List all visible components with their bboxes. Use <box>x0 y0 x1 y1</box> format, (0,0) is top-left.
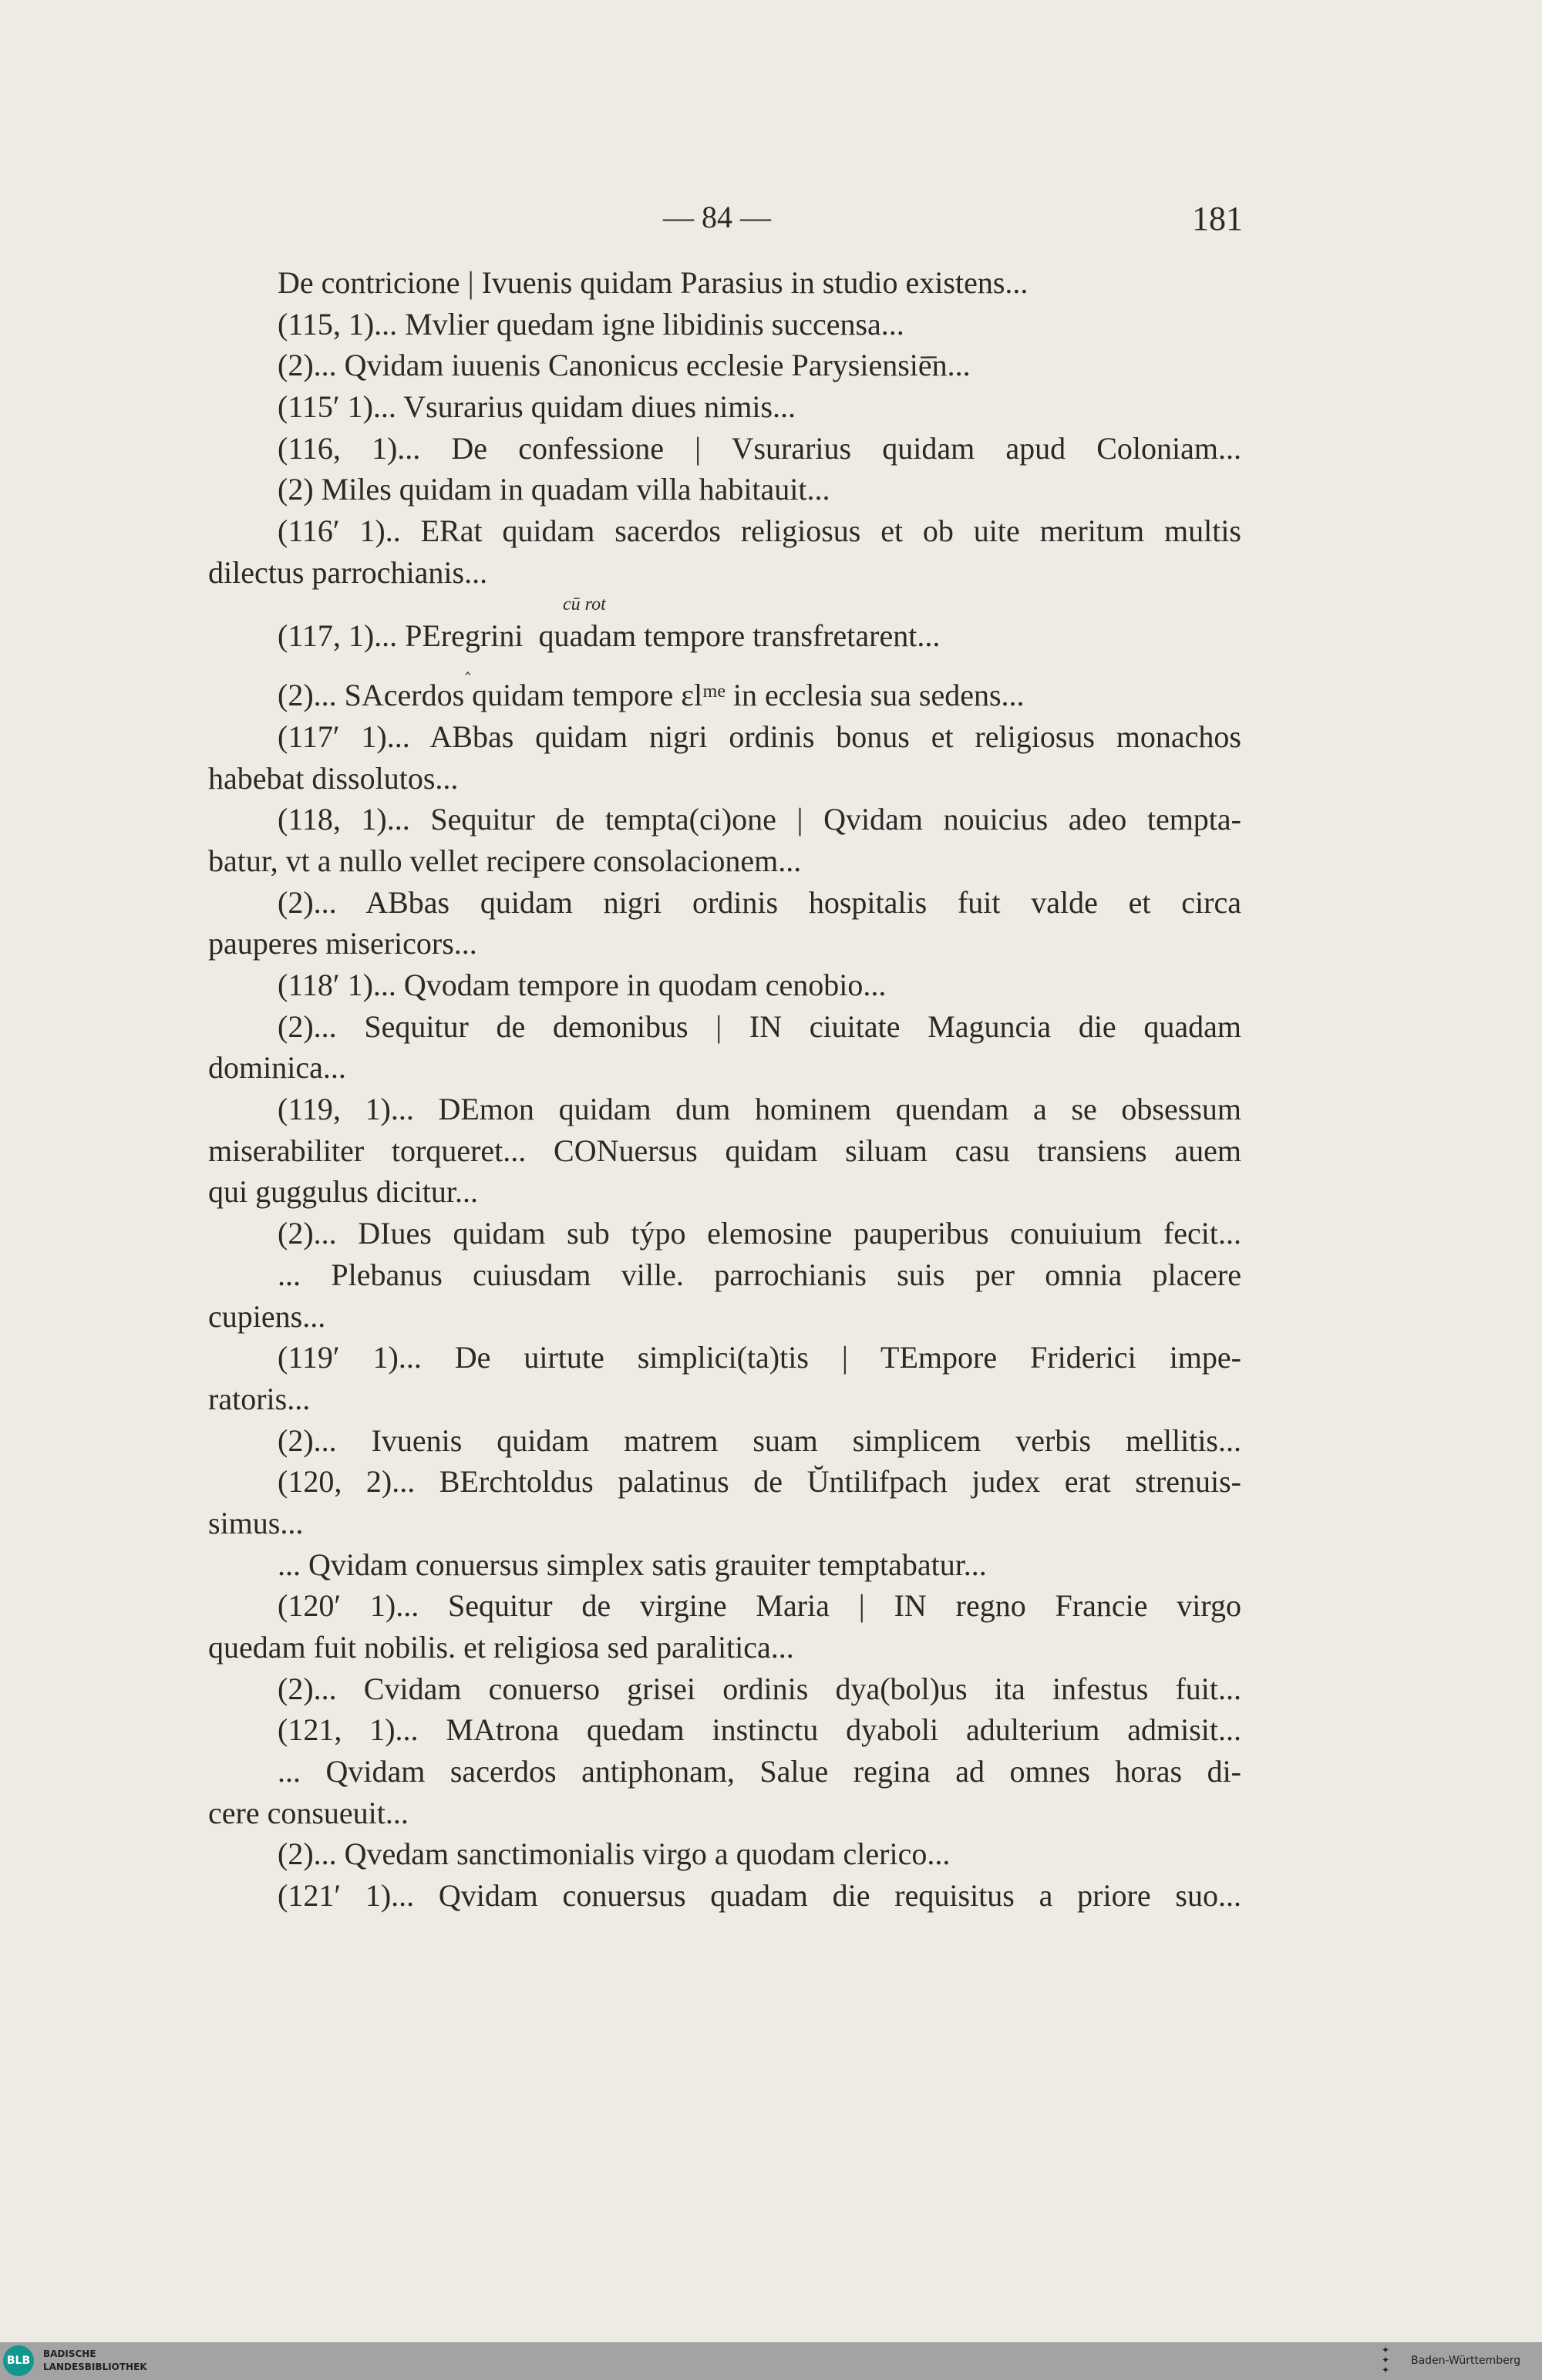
text-line: (121, 1)... MAtrona quedam instinctu dyaboli adulterium admisit... <box>278 1712 1241 1748</box>
text-line: (2)... DIues quidam sub týpo elemosine pauperibus conuiuium fecit... <box>278 1216 1241 1251</box>
text-line: simus... <box>208 1505 304 1540</box>
text-line: cupiens... <box>208 1298 326 1334</box>
text-line: (120, 2)... BErchtoldus palatinus de Ŭntilifpach judex erat strenuis- <box>278 1464 1241 1500</box>
text-line: dominica... <box>208 1050 346 1086</box>
baden-wuerttemberg-lions-icon: ✦ ✦ ✦ <box>1382 2345 1390 2375</box>
text-line: De contricione | Ivuenis quidam Parasius in studio existens... <box>278 265 1029 300</box>
text-line: (115, 1)... Mvlier quedam igne libidinis succensa... <box>278 306 904 342</box>
text-line: habebat dissolutos... <box>208 760 459 796</box>
footer-bar <box>0 2342 1542 2380</box>
text-line: ... Plebanus cuiusdam ville. parrochianis suis per omnia placere <box>278 1257 1241 1292</box>
text-line: (118′ 1)... Qvodam tempore in quodam cenobio... <box>278 968 887 1002</box>
text-line: (2) Miles quidam in quadam villa habitauit... <box>278 472 830 507</box>
text-line: (117′ 1)... ABbas quidam nigri ordinis bonus et religiosus monachos <box>278 719 1241 754</box>
blb-logo-icon: BLB <box>3 2345 34 2376</box>
text-line: (118, 1)... Sequitur de tempta(ci)one | Qvidam nouicius adeo tempta- <box>278 802 1241 837</box>
page-number-right: 181 <box>1192 200 1243 237</box>
text-line: pauperes misericors... <box>208 926 477 961</box>
text-line: (121′ 1)... Qvidam conuersus quadam die requisitus a priore suo... <box>278 1878 1241 1914</box>
text-line: (2)... Cvidam conuerso grisei ordinis dya(bol)us ita infestus fuit... <box>278 1671 1241 1706</box>
library-name <box>43 2348 147 2374</box>
text-line: cere consueuit... <box>208 1795 409 1830</box>
text-line: (116′ 1).. ERat quidam sacerdos religiosus et ob uite meritum multis <box>278 513 1241 549</box>
text-line: quedam fuit nobilis. et religiosa sed paralitica... <box>208 1630 794 1665</box>
text-line: (2)... SAcerdos quidam tempore ɛlᵐᵉ in ecclesia sua sedens... <box>278 678 1025 713</box>
interlinear-note: cū rot <box>563 594 606 614</box>
text-line: ratoris... <box>208 1381 311 1416</box>
text-line: (115′ 1)... Vsurarius quidam diues nimis... <box>278 389 796 425</box>
text-line: ... Qvidam sacerdos antiphonam, Salue regina ad omnes horas di- <box>278 1754 1241 1789</box>
text-line: (2)... Sequitur de demonibus | IN ciuitate Maguncia die quadam <box>278 1008 1241 1044</box>
text-line: batur, vt a nullo vellet recipere consolacionem... <box>208 843 802 878</box>
library-name-line-1: BADISCHE <box>43 2348 96 2359</box>
text-line: (2)... Qvidam iuuenis Canonicus ecclesie Parysiensiē̄n... <box>278 348 971 383</box>
text-line: (120′ 1)... Sequitur de virgine Maria | IN regno Francie virgo <box>278 1588 1241 1624</box>
text-line: (117, 1)... PEregrini quadam tempore transfretarent... <box>278 618 941 653</box>
page-number-center: — 84 — <box>663 200 771 234</box>
text-line: (116, 1)... De confessione | Vsurarius quidam apud Coloniam... <box>278 430 1241 466</box>
text-line: miserabiliter torqueret... CONuersus quidam siluam casu transiens auem <box>208 1133 1241 1168</box>
text-line: (2)... Qvedam sanctimonialis virgo a quodam clerico... <box>278 1836 951 1872</box>
library-name-line-2: LANDESBIBLIOTHEK <box>43 2361 147 2372</box>
text-line: ... Qvidam conuersus simplex satis grauiter temptabatur... <box>278 1547 987 1582</box>
text-line: (2)... ABbas quidam nigri ordinis hospitalis fuit valde et circa <box>278 884 1241 920</box>
text-line: (119, 1)... DEmon quidam dum hominem quendam a se obsessum <box>278 1092 1241 1127</box>
insertion-caret: ‸ <box>465 655 471 675</box>
text-line: dilectus parrochianis... <box>208 554 488 590</box>
text-line: qui guggulus dicitur... <box>208 1174 478 1210</box>
text-line: (119′ 1)... De uirtute simplici(ta)tis | TEmpore Friderici impe- <box>278 1340 1241 1375</box>
text-line: (2)... Ivuenis quidam matrem suam simplicem verbis mellitis... <box>278 1422 1241 1458</box>
state-name: Baden-Württemberg <box>1411 2355 1521 2367</box>
text-block <box>208 262 1241 1917</box>
